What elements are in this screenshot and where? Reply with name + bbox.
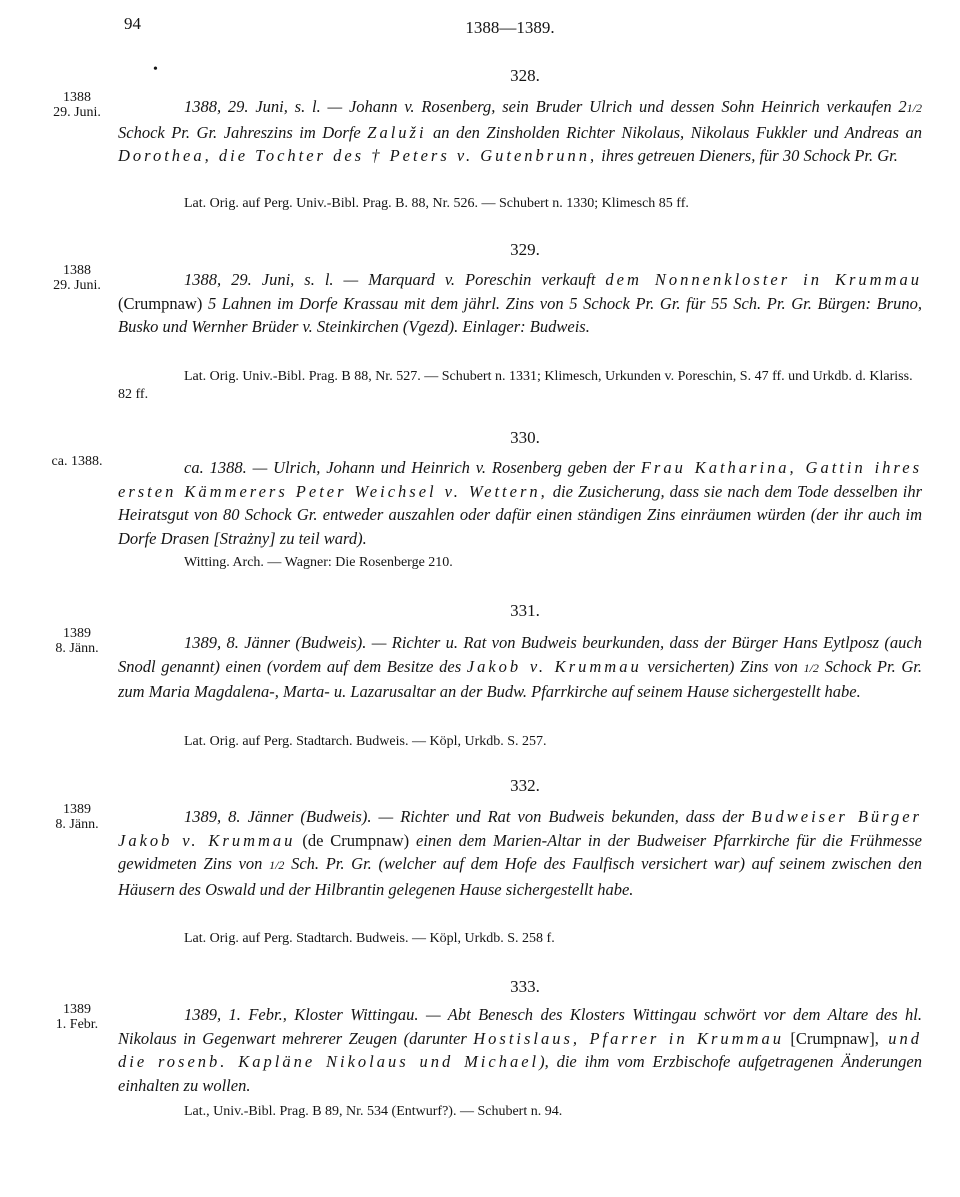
- spaced-name: Hostislaus, Pfarrer in Krummau: [473, 1028, 784, 1048]
- fraction: 1/2: [803, 660, 819, 675]
- entry-number: 333.: [510, 977, 540, 996]
- source-note: Lat. Orig. auf Perg. Stadtarch. Budweis. — Köpl, Urkdb. S. 258 f.: [184, 931, 555, 946]
- regest-text: 1389, 8. Jänner (Budweis). — Richter und Rat von Budweis bekunden, dass der Budweiser Bürger Jakob v. Krummau (de Crumpnaw) einen dem Marien-Altar in der Budweiser Pfarrkirche für die Frühmesse gewidmeten Zins von 1/2 Sch. Pr. Gr. (welcher auf dem Hofe des Faulfisch versichert war) auf seinem zwischen den Häusern des Oswald und der Hilbrantin gelegenen Hause sichergestellt habe.: [118, 807, 922, 899]
- fraction: 1/2: [269, 858, 285, 872]
- spaced-name: Frau Katharina, Gattin ihres ersten Kämmerers Peter Weichsel v. Wettern,: [118, 458, 922, 501]
- regest-date: 1388, 29. Juni, s. l.: [184, 97, 321, 116]
- source-note: Lat., Univ.-Bibl. Prag. B 89, Nr. 534 (Entwurf?). — Schubert n. 94.: [184, 1104, 563, 1119]
- regest-date: 1389, 1. Febr., Kloster Wittingau.: [184, 1005, 419, 1024]
- entry-number: 329.: [510, 240, 540, 259]
- margin-day: 8. Jänn.: [55, 817, 99, 832]
- margin-year: 1389: [63, 626, 91, 641]
- entry-number: 332.: [510, 776, 540, 795]
- margin-day: 1. Febr.: [55, 1017, 99, 1032]
- running-head: 1388—1389.: [465, 18, 555, 37]
- spaced-name: Budweiser Bürger Jakob v. Krummau: [118, 807, 922, 850]
- margin-date: [38, 802, 116, 832]
- source-note: Lat. Orig. auf Perg. Stadtarch. Budweis. — Köpl, Urkdb. S. 257.: [184, 734, 547, 749]
- entry-number: 328.: [510, 66, 540, 85]
- source-note: Lat. Orig. Univ.-Bibl. Prag. B 88, Nr. 527. — Schubert n. 1331; Klimesch, Urkunden v. Poreschin, S. 47 ff. und Urkdb. d. Klariss. 82 ff.: [118, 369, 913, 402]
- regest-text: 1389, 1. Febr., Kloster Wittingau. — Abt Benesch des Klosters Wittingau schwört vor dem Altare des hl. Nikolaus in Gegenwart mehrerer Zeugen (darunter Hostislaus, Pfarrer in Krummau [Crumpnaw], und die rosenb. Kapläne Nikolaus und Michael), die ihm vom Erzbischofe aufgetragenen Änderungen einhalten zu wollen.: [118, 1005, 922, 1095]
- regest-text: 1388, 29. Juni, s. l. — Marquard v. Poreschin verkauft dem Nonnenkloster in Krummau (Crumpnaw) 5 Lahnen im Dorfe Krassau mit dem jährl. Zins von 5 Schock Pr. Gr. für 55 Sch. Pr. Gr. Bürgen: Bruno, Busko und Wernher Brüder v. Steinkirchen (Vgezd). Einlager: Budweis.: [118, 270, 922, 336]
- regest-date: ca. 1388.: [184, 458, 247, 477]
- regest-date: 1389, 8. Jänner (Budweis).: [184, 633, 367, 652]
- regest-text: ca. 1388. — Ulrich, Johann und Heinrich v. Rosenberg geben der Frau Katharina, Gattin ihres ersten Kämmerers Peter Weichsel v. Wettern, die Zusicherung, dass sie nach dem Tode desselben ihr Heiratsgut von 80 Schock Gr. entweder auszahlen oder dafür einen ständigen Zins einräumen würden (der ihr auch im Dorfe Drasen [Strażny] zu teil ward).: [118, 458, 923, 548]
- margin-year: 1389: [63, 1002, 91, 1017]
- fraction: 1/2: [906, 101, 922, 115]
- margin-date: ca. 1388.: [51, 454, 103, 469]
- margin-day: 8. Jänn.: [55, 641, 99, 656]
- regest-text: 1389, 8. Jänner (Budweis). — Richter u. Rat von Budweis beurkunden, dass der Bürger Hans Eytlposz (auch Snodl genannt) einen (vordem auf dem Besitze des Jakob v. Krummau versicherten) Zins von 1/2 Schock Pr. Gr. zum Maria Magdalena-, Marta- u. Lazarusaltar an der Budw. Pfarrkirche auf seinem Hause sichergestellt habe.: [118, 633, 922, 701]
- margin-day: 29. Juni.: [53, 105, 101, 120]
- source-note: Lat. Orig. auf Perg. Univ.-Bibl. Prag. B. 88, Nr. 526. — Schubert n. 1330; Klimesch 85 ff.: [184, 196, 689, 211]
- margin-year: 1388: [63, 263, 91, 278]
- regest-date: 1389, 8. Jänner (Budweis).: [184, 807, 372, 826]
- entry-number: 331.: [510, 601, 540, 620]
- spaced-name: Zaluži: [367, 122, 427, 142]
- spaced-name: Jakob v. Krummau: [466, 656, 642, 676]
- decorative-dot: •: [153, 62, 158, 77]
- margin-day: 29. Juni.: [53, 278, 101, 293]
- spaced-name: dem Nonnenkloster in Krummau: [605, 270, 922, 289]
- margin-date: [38, 626, 116, 656]
- spaced-name: und die rosenb. Kapläne Nikolaus und Michael: [118, 1028, 922, 1071]
- margin-date: [38, 1002, 116, 1032]
- spaced-name: Dorothea, die Tochter des † Peters v. Gutenbrunn,: [118, 146, 598, 165]
- page-number: 94: [124, 14, 141, 33]
- margin-year: 1388: [63, 90, 91, 105]
- margin-date: [38, 263, 116, 293]
- source-note: Witting. Arch. — Wagner: Die Rosenberge 210.: [184, 555, 453, 570]
- regest-text: 1388, 29. Juni, s. l. — Johann v. Rosenberg, sein Bruder Ulrich und dessen Sohn Heinrich verkaufen 21/2 Schock Pr. Gr. Jahreszins im Dorfe Zaluži an den Zinsholden Richter Nikolaus, Nikolaus Fukkler und Andreas an Dorothea, die Tochter des † Peters v. Gutenbrunn, ihres getreuen Dieners, für 30 Schock Pr. Gr.: [118, 97, 922, 165]
- entry-number: 330.: [510, 428, 540, 447]
- margin-date: [38, 90, 116, 120]
- regest-date: 1388, 29. Juni, s. l.: [184, 270, 334, 289]
- margin-year: 1389: [63, 802, 91, 817]
